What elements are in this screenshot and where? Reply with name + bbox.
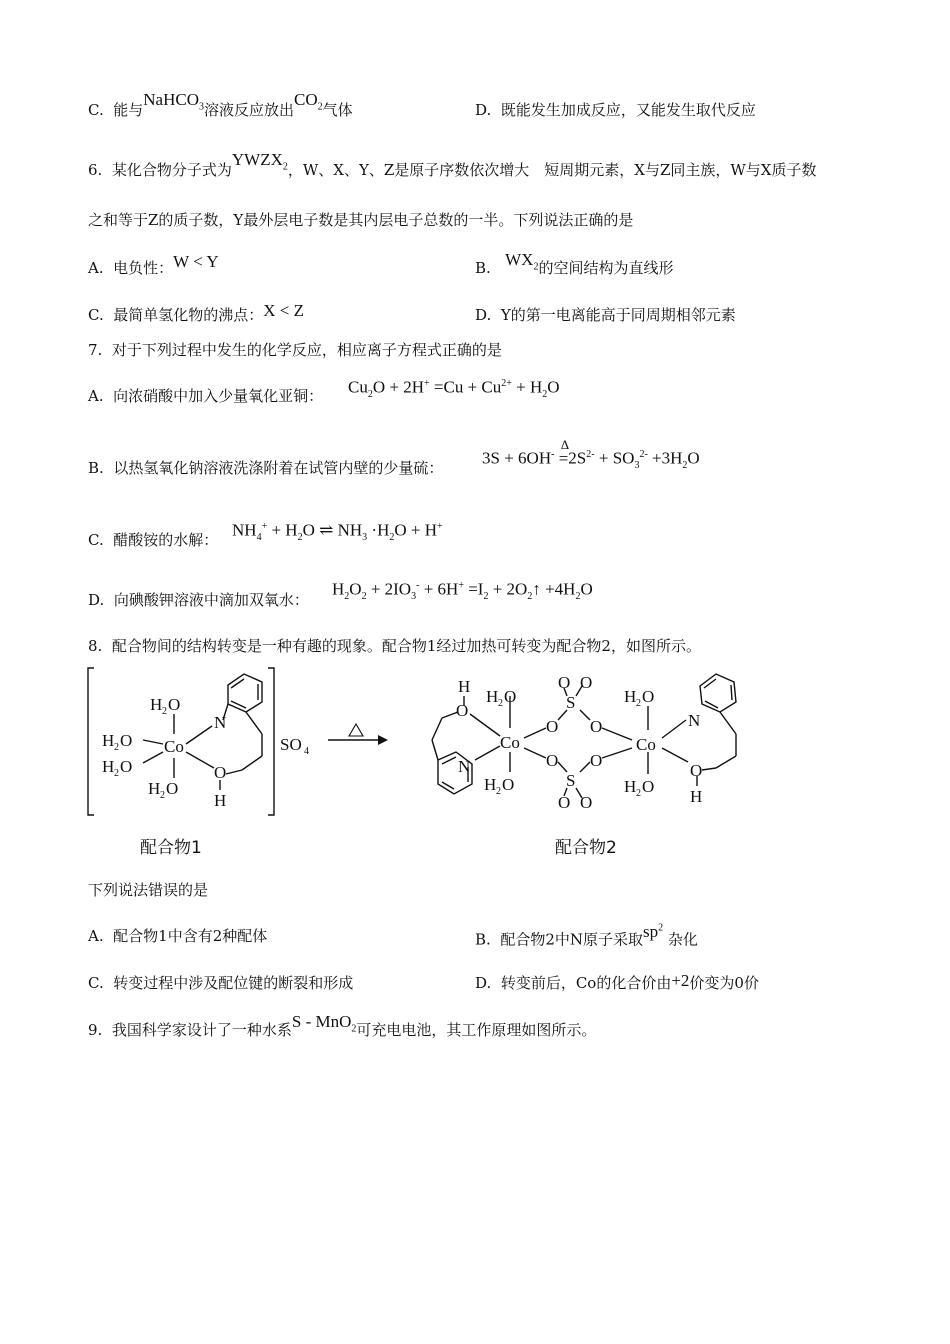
svg-text:2: 2 (636, 698, 641, 709)
svg-text:2: 2 (496, 786, 501, 797)
svg-text:2: 2 (636, 788, 641, 799)
svg-text:H: H (624, 687, 637, 706)
q7-option-d: D. 向碘酸钾溶液中滴加双氧水： (88, 591, 309, 609)
q6-stem-line2: 之和等于Z的质子数，Y最外层电子数是其内层电子总数的一半。下列说法正确的是 (88, 211, 634, 229)
svg-text:H: H (102, 757, 115, 776)
svg-text:O: O (546, 751, 559, 770)
q8-question: 下列说法错误的是 (88, 881, 209, 899)
svg-text:Co: Co (164, 737, 184, 756)
q6-option-a: A. 电负性：W < Y (88, 252, 219, 277)
svg-text:N: N (688, 711, 701, 730)
svg-text:H: H (624, 777, 637, 796)
svg-text:O: O (546, 717, 559, 736)
svg-text:O: O (120, 757, 133, 776)
svg-text:O: O (456, 701, 469, 720)
svg-text:O: O (166, 779, 179, 798)
q5-option-d: D. 既能发生加成反应，又能发生取代反应 (475, 101, 756, 119)
svg-text:O: O (214, 763, 227, 782)
q8-option-c: C. 转变过程中涉及配位键的断裂和形成 (88, 974, 354, 992)
q7-option-a: A. 向浓硝酸中加入少量氧化亚铜： (88, 387, 324, 405)
q8-option-b: B. 配合物2中N原子采取$sp^2$ 杂化 (475, 921, 698, 949)
svg-text:H: H (486, 687, 499, 706)
svg-text:S: S (566, 771, 576, 790)
svg-text:2: 2 (114, 768, 119, 779)
svg-text:Co: Co (636, 735, 656, 754)
q7-equation-d: $H_2O_2 + 2IO_3^- + 6H^+ =I_2$ + $2O_2↑ +4H_2O$ (332, 579, 593, 603)
q7-option-b: B. 以热氢氧化钠溶液洗涤附着在试管内壁的少量硫： (88, 459, 444, 477)
q7-stem: 7. 对于下列过程中发生的化学反应，相应离子方程式正确的是 (88, 341, 502, 359)
svg-text:O: O (642, 777, 655, 796)
svg-text:O: O (502, 775, 515, 794)
complex-1-label: 配合物1 (140, 838, 202, 858)
svg-text:N: N (214, 713, 227, 732)
svg-text:N: N (458, 757, 471, 776)
q6-option-b: B. $WX_2$的空间结构为直线形 (475, 250, 674, 277)
svg-text:2: 2 (498, 698, 503, 709)
svg-text:2: 2 (162, 706, 167, 717)
svg-text:O: O (642, 687, 655, 706)
q7-equation-b: 3S + 6OH- Δ $=2S^{2-} + SO_3^{2-} +3H_2O$ (482, 436, 700, 472)
svg-text:2: 2 (114, 742, 119, 753)
q7-equation-a: $Cu_2O + 2H^+ =Cu + Cu^{2+} + H_2O$ (348, 377, 560, 401)
svg-text:O: O (580, 793, 593, 812)
svg-text:S: S (566, 693, 576, 712)
svg-text:H: H (148, 779, 161, 798)
svg-text:4: 4 (304, 746, 309, 757)
svg-text:H: H (102, 731, 115, 750)
q5-option-c: C. 能与NaHCO$_3$溶液反应放出$CO_2$气体 (88, 90, 353, 119)
svg-text:O: O (120, 731, 133, 750)
svg-text:SO: SO (280, 735, 302, 754)
svg-text:O: O (580, 673, 593, 692)
q7-equation-c: $NH_4^+ + H_2O$ ⇌ $NH_3 \cdot H_2O + H^+$ (232, 520, 443, 544)
svg-text:O: O (558, 673, 571, 692)
svg-text:H: H (214, 791, 227, 810)
q6-option-d: D. Y的第一电离能高于同周期相邻元素 (475, 306, 736, 324)
svg-text:O: O (590, 717, 603, 736)
svg-text:H: H (150, 695, 163, 714)
q8-option-a: A. 配合物1中含有2种配体 (88, 927, 268, 945)
svg-text:O: O (504, 687, 517, 706)
svg-text:O: O (558, 793, 571, 812)
svg-text:H: H (690, 787, 703, 806)
svg-text:H: H (458, 677, 471, 696)
svg-text:O: O (690, 761, 703, 780)
q6-option-c: C. 最简单氢化物的沸点：X < Z (88, 301, 305, 324)
q6-stem: 6. 某化合物分子式为$YWZX_2$，W、X、Y、Z是原子序数依次增大 短周期元素，X与Z同主族，W与X质子数 (88, 150, 817, 179)
q8-stem: 8. 配合物间的结构转变是一种有趣的现象。配合物1经过加热可转变为配合物2，如图所示。 (88, 637, 701, 655)
q8-option-d: D. 转变前后，Co的化合价由+2价变为0价 (475, 971, 759, 992)
q7-option-c: C. 醋酸铵的水解： (88, 531, 219, 549)
svg-text:O: O (168, 695, 181, 714)
q9-stem: 9. 我国科学家设计了一种水系S - MnO$_2$可充电电池，其工作原理如图所示。 (88, 1012, 597, 1039)
complex-2-label: 配合物2 (555, 838, 617, 858)
svg-text:2: 2 (160, 790, 165, 801)
svg-text:O: O (590, 751, 603, 770)
svg-text:Co: Co (500, 733, 520, 752)
svg-text:H: H (484, 775, 497, 794)
